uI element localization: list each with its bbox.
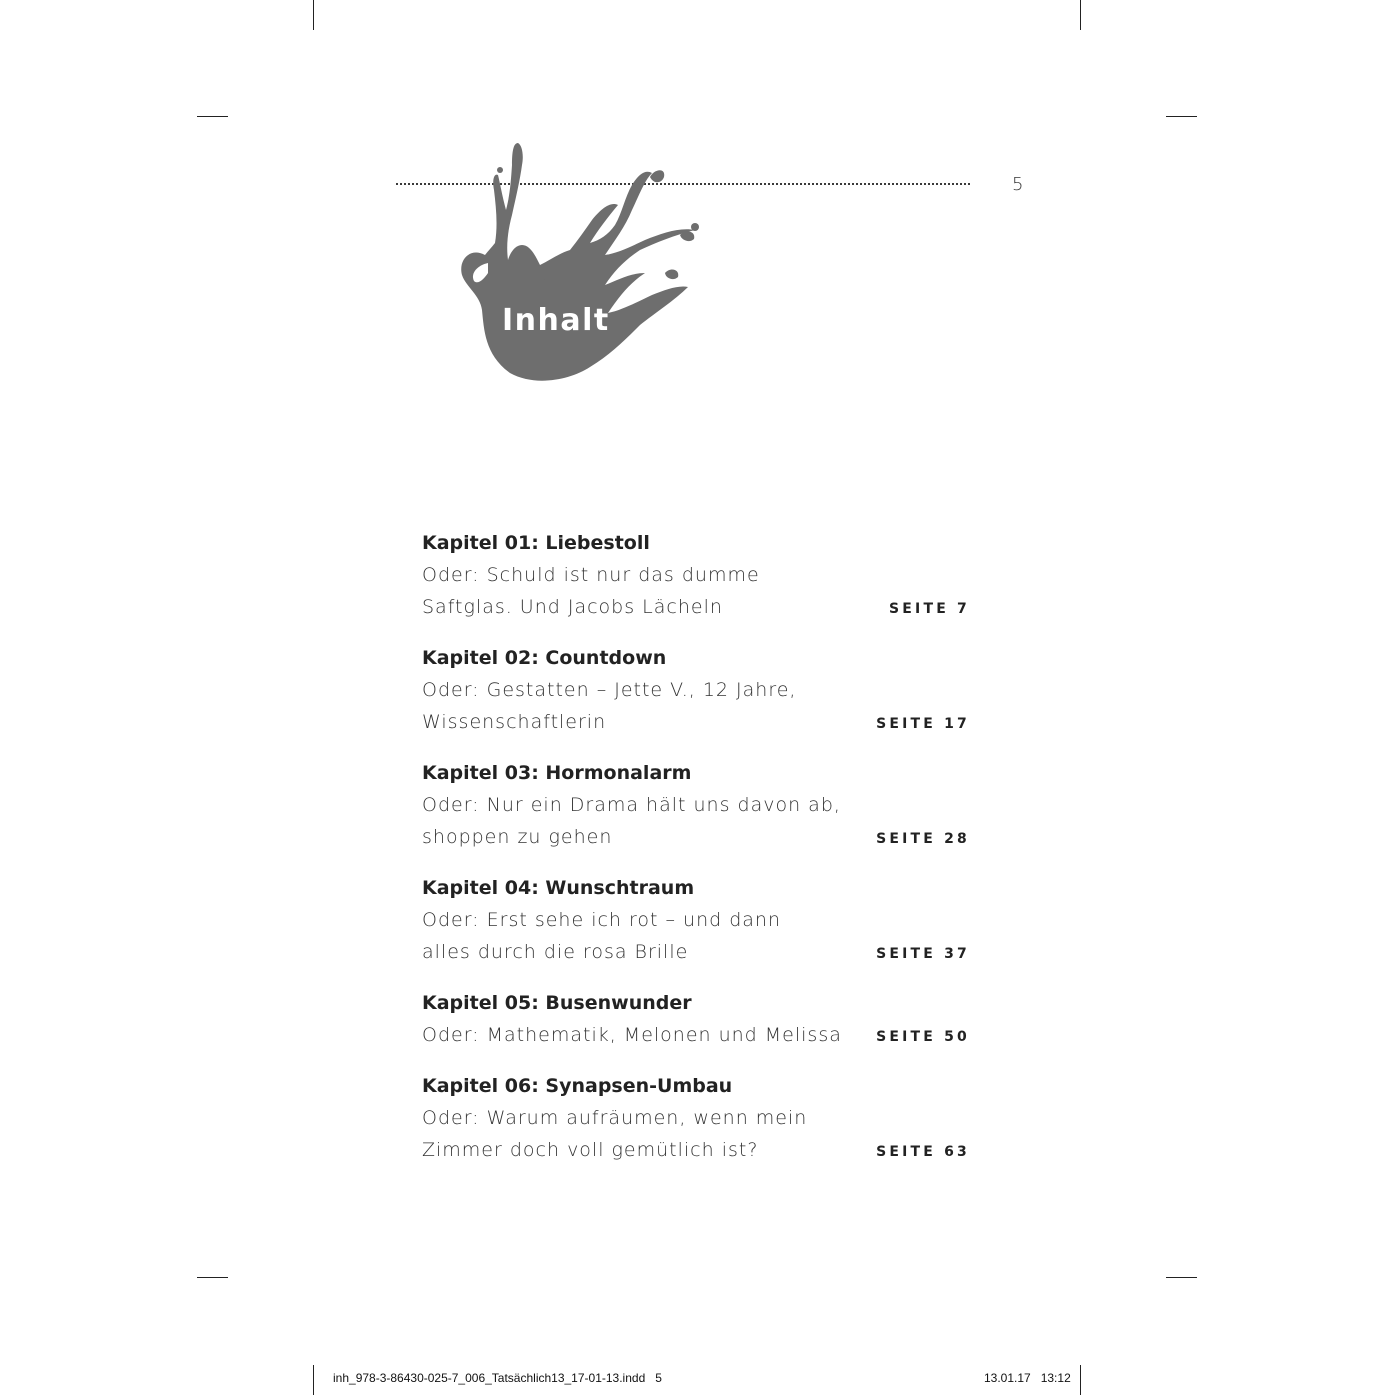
page-title: Inhalt bbox=[502, 303, 610, 338]
subtitle-line bbox=[422, 591, 970, 625]
subtitle-line bbox=[422, 674, 970, 706]
page-number: 5 bbox=[1012, 174, 1025, 195]
chapter-title: Kapitel 03: Hormonalarm bbox=[422, 762, 692, 784]
subtitle-text: Oder: Gestatten – Jette V., 12 Jahre, bbox=[422, 679, 797, 701]
subtitle-line bbox=[422, 821, 970, 855]
page-reference: SEITE 50 bbox=[876, 1029, 970, 1045]
toc-entry bbox=[422, 987, 970, 1053]
subtitle-text: Saftglas. Und Jacobs Lächeln bbox=[422, 596, 723, 618]
subtitle-text: Oder: Warum aufräumen, wenn mein bbox=[422, 1107, 808, 1129]
subtitle-text: Oder: Erst sehe ich rot – und dann bbox=[422, 909, 782, 931]
subtitle-line bbox=[422, 936, 970, 970]
crop-mark bbox=[1080, 1365, 1081, 1395]
subtitle-line bbox=[422, 789, 970, 821]
subtitle-line bbox=[422, 1134, 970, 1168]
toc-entry bbox=[422, 527, 970, 625]
crop-mark bbox=[1166, 116, 1197, 117]
subtitle-line bbox=[422, 1102, 970, 1134]
subtitle-text: Wissenschaftlerin bbox=[422, 711, 607, 733]
subtitle-line bbox=[422, 559, 970, 591]
crop-mark bbox=[197, 116, 228, 117]
subtitle-text: Oder: Schuld ist nur das dumme bbox=[422, 564, 760, 586]
chapter-title: Kapitel 06: Synapsen-Umbau bbox=[422, 1075, 733, 1097]
subtitle-text: alles durch die rosa Brille bbox=[422, 941, 689, 963]
subtitle-line bbox=[422, 904, 970, 936]
crop-mark bbox=[1166, 1277, 1197, 1278]
chapter-title: Kapitel 04: Wunschtraum bbox=[422, 877, 695, 899]
page-reference: SEITE 37 bbox=[876, 946, 970, 962]
crop-mark bbox=[313, 1365, 314, 1395]
page-reference: SEITE 28 bbox=[876, 831, 970, 847]
chapter-title: Kapitel 01: Liebestoll bbox=[422, 532, 650, 554]
subtitle-text: shoppen zu gehen bbox=[422, 826, 613, 848]
page-reference: SEITE 17 bbox=[876, 716, 970, 732]
ink-splash-graphic bbox=[440, 135, 710, 390]
table-of-contents bbox=[422, 527, 970, 1185]
crop-mark bbox=[197, 1277, 228, 1278]
toc-entry bbox=[422, 1070, 970, 1168]
toc-entry bbox=[422, 872, 970, 970]
subtitle-text: Oder: Mathematik, Melonen und Melissa bbox=[422, 1024, 842, 1046]
subtitle-line bbox=[422, 1019, 970, 1053]
page-reference: SEITE 63 bbox=[876, 1144, 970, 1160]
subtitle-text: Oder: Nur ein Drama hält uns davon ab, bbox=[422, 794, 841, 816]
chapter-title: Kapitel 05: Busenwunder bbox=[422, 992, 692, 1014]
crop-mark bbox=[313, 0, 314, 30]
toc-entry bbox=[422, 642, 970, 740]
page-reference: SEITE 7 bbox=[889, 601, 970, 617]
chapter-title: Kapitel 02: Countdown bbox=[422, 647, 667, 669]
subtitle-line bbox=[422, 706, 970, 740]
toc-entry bbox=[422, 757, 970, 855]
subtitle-text: Zimmer doch voll gemütlich ist? bbox=[422, 1139, 759, 1161]
slug-timestamp: 13.01.17 13:12 bbox=[984, 1371, 1071, 1385]
slug-filename: inh_978-3-86430-025-7_006_Tatsächlich13_17-01-13.indd 5 bbox=[333, 1371, 662, 1385]
crop-mark bbox=[1080, 0, 1081, 30]
